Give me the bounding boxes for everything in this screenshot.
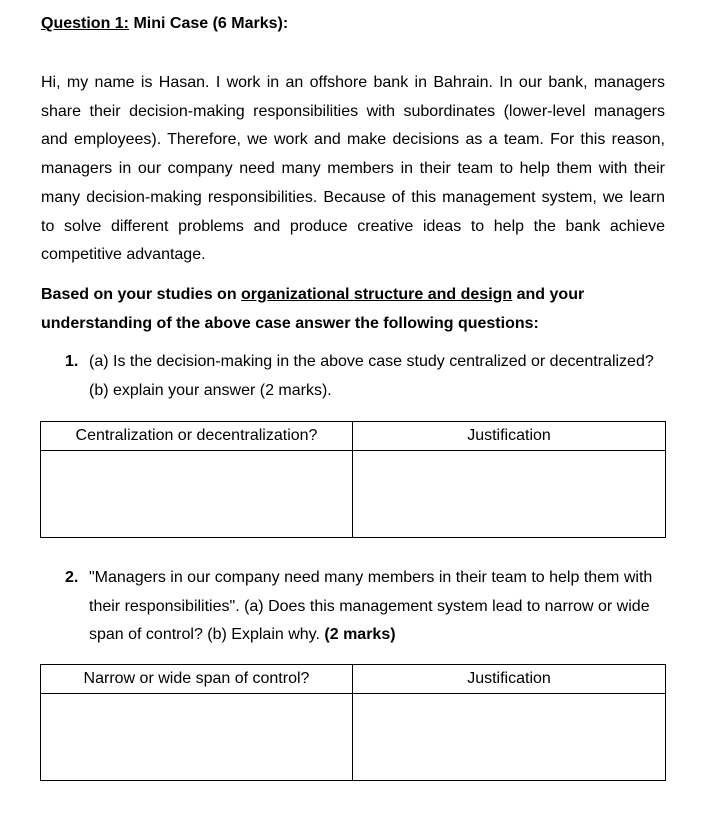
instruction-topic: organizational structure and design (241, 286, 513, 303)
answer-table-1 (40, 421, 666, 538)
case-paragraph: Hi, my name is Hasan. I work in an offshore bank in Bahrain. In our bank, managers share their decision-making responsibilities with subordinates (lower-level managers and employees). Therefore, we work and make decisions as a team. For this reason, managers in our company need many members in their team to help them with their many decision-making responsibilities. Because of this management system, we learn to solve different problems and produce creative ideas to help the bank achieve competitive advantage. (41, 74, 665, 264)
question-1-number: 1. (65, 353, 79, 370)
answer-cell-justification-1[interactable] (353, 451, 666, 538)
question-heading (41, 14, 288, 34)
answer-table-1-row (41, 451, 666, 538)
answer-table-2 (40, 664, 666, 781)
answer-cell-span-of-control[interactable] (41, 694, 353, 781)
question-2-number: 2. (65, 569, 79, 586)
answer-cell-centralization[interactable] (41, 451, 353, 538)
question-label: Question 1: (41, 15, 130, 32)
answer-table-1-header (41, 422, 666, 451)
question-1-text: (a) Is the decision-making in the above case study centralized or decentralized? (b) explain your answer (2 marks). (89, 353, 654, 399)
instruction-after: and your understanding of the above case answer the following questions: (41, 286, 585, 332)
answer-table-1-col2: Justification (353, 422, 666, 451)
answer-table-2-row (41, 694, 666, 781)
instruction-before: Based on your studies on (41, 286, 242, 303)
answer-table-1-col1: Centralization or decentralization? (41, 422, 353, 451)
question-title: Mini Case (6 Marks): (129, 15, 289, 32)
answer-table-2-col1: Narrow or wide span of control? (41, 665, 353, 694)
question-1 (65, 348, 665, 405)
answer-table-2-col2: Justification (353, 665, 666, 694)
instruction-paragraph (41, 281, 665, 338)
answer-table-2-header (41, 665, 666, 694)
question-2-marks: (2 marks) (324, 626, 396, 644)
question-2 (65, 564, 665, 650)
question-2-text-block (89, 564, 665, 650)
answer-cell-justification-2[interactable] (353, 694, 666, 781)
question-2-text: "Managers in our company need many members in their team to help them with their responsibilities". (a) Does this management system lead to narrow or wide span of control? (b) Explain why. (89, 569, 653, 644)
